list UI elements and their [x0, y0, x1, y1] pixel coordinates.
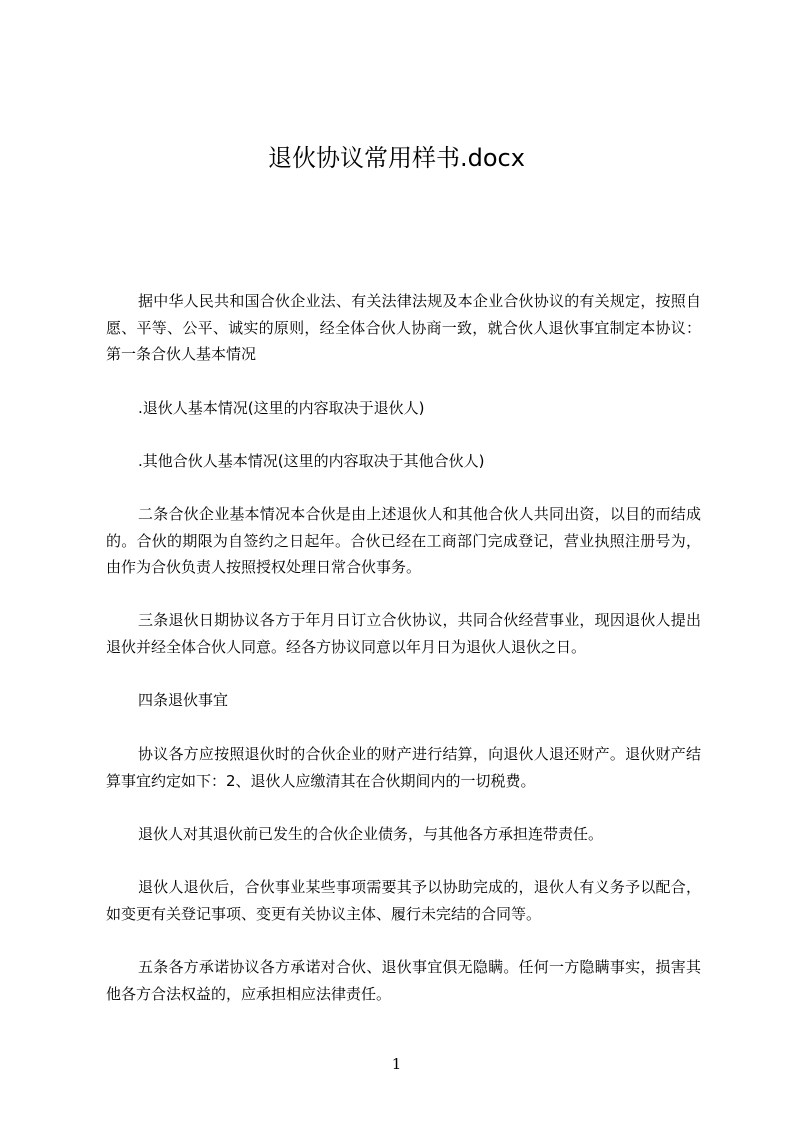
paragraph-article-3: 三条退伙日期协议各方于年月日订立合伙协议，共同合伙经营事业，现因退伙人提出退伙并经全体合伙人同意。经各方协议同意以年月日为退伙人退伙之日。 [106, 611, 701, 656]
document-title: 退伙协议常用样书.docx [268, 144, 525, 172]
paragraph-joint-liability: 退伙人对其退伙前已发生的合伙企业债务，与其他各方承担连带责任。 [138, 825, 604, 843]
paragraph-withdrawing-partner-info: .退伙人基本情况(这里的内容取决于退伙人) [138, 399, 425, 417]
paragraph-other-partners-info: .其他合伙人基本情况(这里的内容取决于其他合伙人) [138, 452, 485, 470]
paragraph-article-5: 五条各方承诺协议各方承诺对合伙、退伙事宜俱无隐瞒。任何一方隐瞒事实，损害其他各方合法权益的，应承担相应法律责任。 [106, 958, 701, 1003]
paragraph-cooperation: 退伙人退伙后，合伙事业某些事项需要其予以协助完成的，退伙人有义务予以配合，如变更有关登记事项、变更有关协议主体、履行未完结的合同等。 [106, 878, 701, 923]
paragraph-intro: 据中华人民共和国合伙企业法、有关法律法规及本企业合伙协议的有关规定，按照自愿、平等、公平、诚实的原则，经全体合伙人协商一致，就合伙人退伙事宜制定本协议：第一条合伙人基本情况 [106, 292, 701, 363]
paragraph-article-2: 二条合伙企业基本情况本合伙是由上述退伙人和其他合伙人共同出资，以目的而结成的。合伙的期限为自签约之日起年。合伙已经在工商部门完成登记，营业执照注册号为，由作为合伙负责人按照授权处理日常合伙事务。 [106, 505, 701, 576]
paragraph-article-4-heading: 四条退伙事宜 [138, 691, 229, 709]
paragraph-settlement: 协议各方应按照退伙时的合伙企业的财产进行结算，向退伙人退还财产。退伙财产结算事宜约定如下：2、退伙人应缴清其在合伙期间内的一切税费。 [106, 745, 701, 790]
page-number: 1 [391, 1055, 402, 1073]
